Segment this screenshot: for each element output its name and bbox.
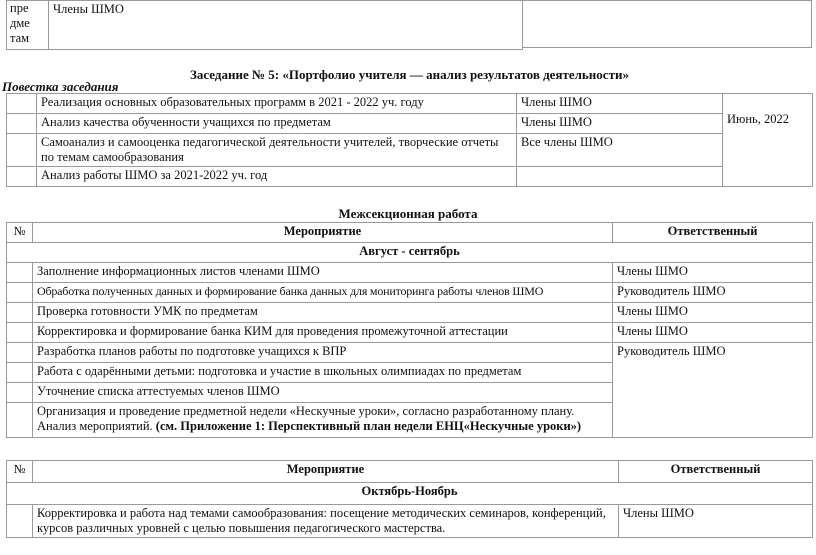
table-row	[7, 114, 813, 134]
event-header: Мероприятие	[33, 461, 619, 483]
table-row	[7, 505, 813, 538]
event-cell: Заполнение информационных листов членами ШМО	[33, 263, 613, 283]
table-row	[7, 94, 813, 114]
appendix-reference: (см. Приложение 1: Перспективный план недели ЕНЦ«Нескучные уроки»)	[155, 419, 582, 433]
table-row	[7, 323, 813, 343]
num-header: №	[7, 461, 33, 483]
meeting-title: Заседание № 5: «Портфолио учителя — анализ результатов деятельности»	[190, 67, 629, 82]
agenda-item: Анализ качества обученности учащихся по предметам	[37, 114, 517, 134]
row-number	[7, 167, 37, 187]
table-row	[7, 303, 813, 323]
agenda-responsible: Члены ШМО	[517, 114, 723, 134]
responsible-header: Ответственный	[619, 461, 813, 483]
responsible-cell: Руководитель ШМО	[613, 283, 813, 303]
responsible-cell: Члены ШМО	[619, 505, 813, 538]
october-table	[6, 460, 813, 538]
agenda-responsible: Все члены ШМО	[517, 134, 723, 167]
agenda-label: Повестка заседания	[2, 79, 119, 94]
agenda-table	[6, 93, 813, 187]
agenda-item: Реализация основных образовательных программ в 2021 - 2022 уч. году	[37, 94, 517, 114]
event-cell: Обработка полученных данных и формирование банка данных для мониторинга работы членов ШМО	[33, 283, 613, 303]
responsible-cell: Руководитель ШМО	[613, 343, 813, 438]
table-row	[7, 343, 813, 363]
agenda-item: Анализ работы ШМО за 2021-2022 уч. год	[37, 167, 517, 187]
intersection-table	[6, 222, 813, 438]
top-fragment-table	[6, 0, 523, 50]
event-cell: Корректировка и формирование банка КИМ для проведения промежуточной аттестации	[33, 323, 613, 343]
event-cell: Разработка планов работы по подготовке учащихся к ВПР	[33, 343, 613, 363]
period-row	[7, 483, 813, 505]
responsible-header: Ответственный	[613, 223, 813, 243]
intersection-title: Межсекционная работа	[338, 206, 478, 221]
meeting-date: Июнь, 2022	[723, 94, 813, 187]
header-row	[7, 223, 813, 243]
responsible-cell: Члены ШМО	[613, 323, 813, 343]
table-row	[7, 283, 813, 303]
row-number	[7, 134, 37, 167]
period-row	[7, 243, 813, 263]
top-empty-cell	[522, 0, 812, 48]
num-header: №	[7, 223, 33, 243]
event-cell: Уточнение списка аттестуемых членов ШМО	[33, 383, 613, 403]
table-row	[7, 167, 813, 187]
table-row	[7, 263, 813, 283]
week-text: Организация и проведение предметной недели «Нескучные уроки», согласно разработанному плану. Анализ мероприятий.	[37, 404, 575, 433]
event-cell	[33, 403, 613, 438]
table-row	[7, 1, 523, 50]
event-header: Мероприятие	[33, 223, 613, 243]
members-cell: Члены ШМО	[49, 1, 523, 50]
header-row	[7, 461, 813, 483]
agenda-item: Самоанализ и самооценка педагогической деятельности учителей, творческие отчеты по темам самообразования	[37, 134, 517, 167]
responsible-cell: Члены ШМО	[613, 263, 813, 283]
event-cell: Работа с одарёнными детьми: подготовка и участие в школьных олимпиадах по предметам	[33, 363, 613, 383]
row-number	[7, 114, 37, 134]
event-cell: Проверка готовности УМК по предметам	[33, 303, 613, 323]
period-label: Октябрь-Ноябрь	[7, 483, 813, 505]
subject-cell: пре дме там	[7, 1, 49, 50]
period-label: Август - сентябрь	[7, 243, 813, 263]
responsible-cell: Члены ШМО	[613, 303, 813, 323]
row-number	[7, 94, 37, 114]
agenda-responsible: Члены ШМО	[517, 94, 723, 114]
event-cell: Корректировка и работа над темами самообразования: посещение методических семинаров, конференций, курсов различных уровней с целью повышения педагогического мастерства.	[33, 505, 619, 538]
agenda-responsible	[517, 167, 723, 187]
table-row	[7, 134, 813, 167]
